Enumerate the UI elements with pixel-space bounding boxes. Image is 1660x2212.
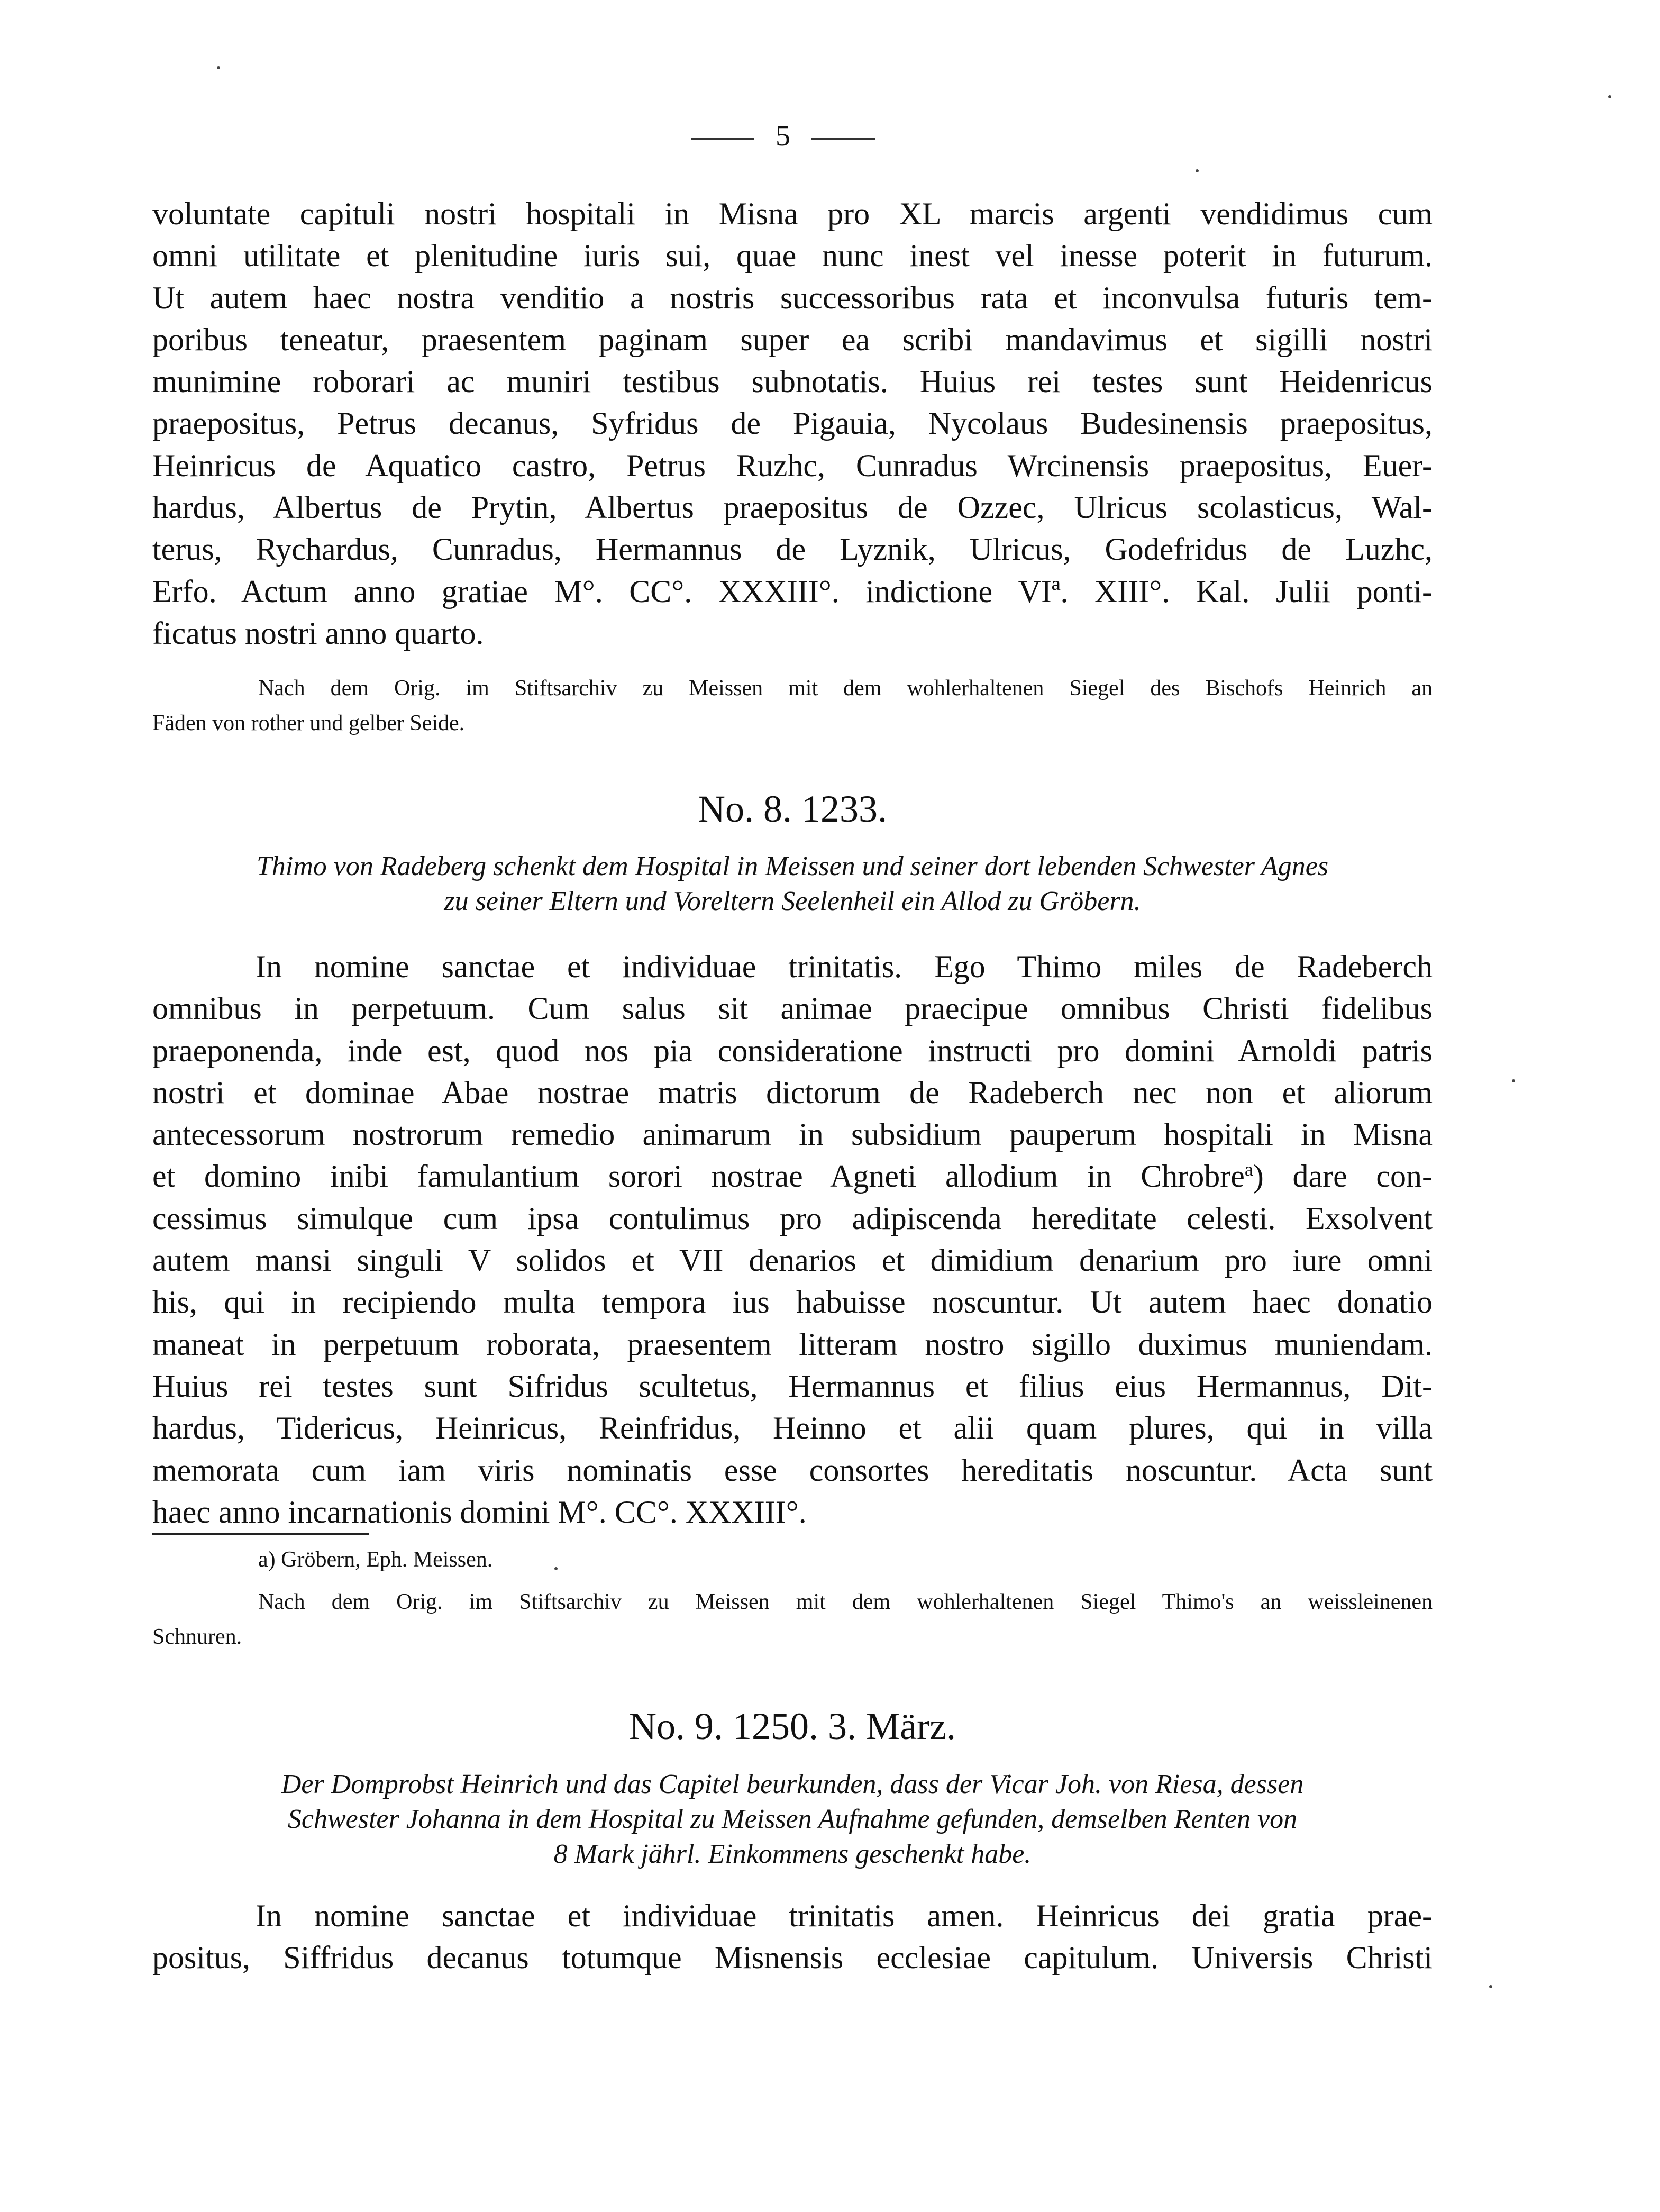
footnote-rule — [152, 1533, 369, 1535]
doc8-source-note — [152, 1585, 1433, 1654]
text-line: maneat in perpetuum roborata, praesentem litteram nostro sigillo duximus muniendam. — [152, 1326, 1433, 1362]
text-line: Huius rei testes sunt Sifridus scultetus, Hermannus et filius eius Hermannus, Dit- — [152, 1368, 1433, 1404]
note-line: Nach dem Orig. im Stiftsarchiv zu Meissen mit dem wohlerhaltenen Siegel des Bischofs Heinrich an — [258, 676, 1433, 700]
scan-speck — [1489, 1985, 1492, 1988]
summary-line: Thimo von Radeberg schenkt dem Hospital in Meissen und seiner dort lebenden Schwester Agnes — [256, 851, 1329, 881]
summary-line: 8 Mark jährl. Einkommens geschenkt habe. — [553, 1839, 1032, 1869]
text-line: praepositus, Petrus decanus, Syfridus de Pigauia, Nycolaus Budesinensis praepositus, — [152, 406, 1433, 441]
doc7-source-note — [152, 671, 1433, 741]
page-number-dash-right — [811, 138, 875, 140]
doc7-text — [152, 193, 1433, 654]
text-line: In nomine sanctae et individuae trinitatis. Ego Thimo miles de Radeberch — [256, 949, 1433, 984]
text-line: omnibus in perpetuum. Cum salus sit animae praecipue omnibus Christi fidelibus — [152, 991, 1433, 1026]
note-line: Nach dem Orig. im Stiftsarchiv zu Meissen mit dem wohlerhaltenen Siegel Thimo's an weissleinenen — [258, 1590, 1433, 1614]
summary-line: zu seiner Eltern und Voreltern Seelenheil ein Allod zu Gröbern. — [444, 886, 1141, 916]
scan-speck — [1608, 95, 1611, 98]
text-line: In nomine sanctae et individuae trinitatis amen. Heinricus dei gratia prae- — [256, 1898, 1433, 1933]
doc9-text — [152, 1895, 1433, 1979]
text-line: cessimus simulque cum ipsa contulimus pro adipiscenda hereditate celesti. Exsolvent — [152, 1200, 1433, 1236]
text-line: nostri et dominae Abae nostrae matris dictorum de Radeberch nec non et aliorum — [152, 1075, 1433, 1110]
text-line: praeponenda, inde est, quod nos pia consideratione instructi pro domini Arnoldi patris — [152, 1033, 1433, 1068]
doc8-footnote — [152, 1542, 1433, 1577]
note-line: Schnuren. — [152, 1625, 242, 1649]
text-line: Erfo. Actum anno gratiae M°. CC°. XXXIII°. indictione VIª. XIII°. Kal. Julii ponti- — [152, 574, 1433, 609]
text-segment: et domino inibi famulantium sorori nostrae Agneti allodium in Chrobre — [152, 1159, 1245, 1194]
scan-speck — [1196, 169, 1199, 172]
text-line: positus, Siffridus decanus totumque Misnensis ecclesiae capitulum. Universis Christi — [152, 1940, 1433, 1976]
text-line: autem mansi singuli V solidos et VII denarios et dimidium denarium pro iure omni — [152, 1243, 1433, 1278]
text-line: Heinricus de Aquatico castro, Petrus Ruzhc, Cunradus Wrcinensis praepositus, Euer- — [152, 448, 1433, 483]
text-line: his, qui in recipiendo multa tempora ius habuisse noscuntur. Ut autem haec donatio — [152, 1285, 1433, 1320]
note-line: Fäden von rother und gelber Seide. — [152, 711, 465, 735]
scan-speck — [1512, 1079, 1515, 1082]
text-line: terus, Rychardus, Cunradus, Hermannus de Lyznik, Ulricus, Godefridus de Luzhc, — [152, 532, 1433, 567]
doc9-summary — [152, 1767, 1433, 1872]
page-number-dash-left — [691, 138, 754, 140]
text-segment: ) dare con- — [1253, 1159, 1433, 1194]
doc8-summary — [152, 849, 1433, 919]
text-line: ficatus nostri anno quarto. — [152, 615, 484, 651]
text-line: Ut autem haec nostra venditio a nostris successoribus rata et inconvulsa futuris tem- — [152, 280, 1433, 315]
text-line: omni utilitate et plenitudine iuris sui, quae nunc inest vel inesse poterit in futurum. — [152, 238, 1433, 274]
scan-speck — [217, 66, 220, 69]
doc9-heading: No. 9. 1250. 3. März. — [629, 1705, 956, 1747]
text-line: hardus, Albertus de Prytin, Albertus praepositus de Ozzec, Ulricus scolasticus, Wal- — [152, 490, 1433, 525]
scan-speck — [554, 1567, 558, 1570]
text-line: memorata cum iam viris nominatis esse consortes hereditatis noscuntur. Acta sunt — [152, 1452, 1433, 1488]
doc8-text — [152, 946, 1433, 1533]
text-line: hardus, Tidericus, Heinricus, Reinfridus, Heinno et alii quam plures, qui in villa — [152, 1410, 1433, 1446]
footnote-line: a) Gröbern, Eph. Meissen. — [258, 1548, 493, 1572]
doc8-heading: No. 8. 1233. — [698, 788, 887, 830]
text-line: poribus teneatur, praesentem paginam super ea scribi mandavimus et sigilli nostri — [152, 322, 1433, 357]
text-line: haec anno incarnationis domini M°. CC°. XXXIII°. — [152, 1494, 807, 1530]
footnote-marker: a — [1244, 1159, 1253, 1180]
summary-line: Der Domprobst Heinrich und das Capitel beurkunden, dass der Vicar Joh. von Riesa, dessen — [281, 1769, 1304, 1799]
summary-line: Schwester Johanna in dem Hospital zu Meissen Aufnahme gefunden, demselben Renten von — [287, 1804, 1298, 1834]
text-line-with-footnote — [152, 1155, 1433, 1197]
text-line: antecessorum nostrorum remedio animarum in subsidium pauperum hospitali in Misna — [152, 1117, 1433, 1152]
page-number: 5 — [656, 119, 910, 153]
text-line: munimine roborari ac muniri testibus subnotatis. Huius rei testes sunt Heidenricus — [152, 364, 1433, 399]
text-line: voluntate capituli nostri hospitali in Misna pro XL marcis argenti vendidimus cum — [152, 196, 1433, 231]
